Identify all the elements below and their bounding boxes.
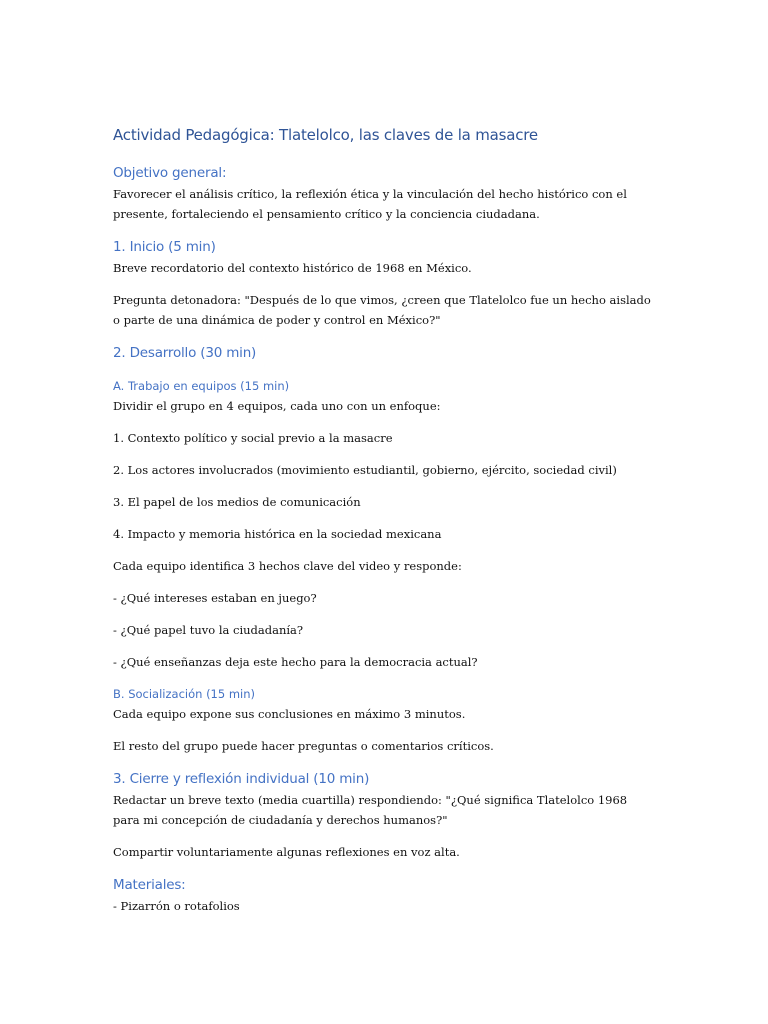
document-title: Actividad Pedagógica: Tlatelolco, las claves de la masacre (113, 126, 538, 144)
objetivo-text-line1: Favorecer el análisis crítico, la reflexión ética y la vinculación del hecho histórico con el (113, 187, 627, 201)
enfoque-item: 2. Los actores involucrados (movimiento estudiantil, gobierno, ejército, sociedad civil) (113, 463, 617, 477)
cierre-paragraph-line2: para mi concepción de ciudadanía y derechos humanos?" (113, 813, 448, 827)
cada-equipo-text: Cada equipo identifica 3 hechos clave del video y responde: (113, 559, 462, 573)
trabajo-equipos-intro: Dividir el grupo en 4 equipos, cada uno con un enfoque: (113, 399, 441, 413)
cierre-paragraph: Compartir voluntariamente algunas reflexiones en voz alta. (113, 845, 460, 859)
enfoque-item: 1. Contexto político y social previo a la masacre (113, 431, 393, 445)
cierre-heading: 3. Cierre y reflexión individual (10 min) (113, 771, 370, 787)
socializacion-paragraph: Cada equipo expone sus conclusiones en máximo 3 minutos. (113, 707, 466, 721)
question-item: - ¿Qué enseñanzas deja este hecho para la democracia actual? (113, 655, 478, 669)
socializacion-paragraph: El resto del grupo puede hacer preguntas o comentarios críticos. (113, 739, 494, 753)
desarrollo-heading: 2. Desarrollo (30 min) (113, 345, 257, 361)
cierre-paragraph-line1: Redactar un breve texto (media cuartilla) respondiendo: "¿Qué significa Tlatelolco 1968 (113, 793, 628, 807)
materiales-heading: Materiales: (113, 877, 186, 893)
socializacion-heading: B. Socialización (15 min) (113, 687, 256, 701)
inicio-heading: 1. Inicio (5 min) (113, 239, 216, 255)
objetivo-heading: Objetivo general: (113, 165, 227, 181)
question-item: - ¿Qué papel tuvo la ciudadanía? (113, 623, 304, 637)
pregunta-detonadora-line1: Pregunta detonadora: "Después de lo que vimos, ¿creen que Tlatelolco fue un hecho aislado (113, 293, 651, 307)
objetivo-text-line2: presente, fortaleciendo el pensamiento crítico y la conciencia ciudadana. (113, 207, 540, 221)
pregunta-detonadora-line2: o parte de una dinámica de poder y control en México?" (113, 313, 441, 327)
materiales-item: - Pizarrón o rotafolios (113, 899, 240, 913)
inicio-paragraph: Breve recordatorio del contexto histórico de 1968 en México. (113, 261, 472, 275)
document-page (113, 122, 673, 916)
enfoque-item: 3. El papel de los medios de comunicación (113, 495, 361, 509)
enfoque-item: 4. Impacto y memoria histórica en la sociedad mexicana (113, 527, 442, 541)
question-item: - ¿Qué intereses estaban en juego? (113, 591, 317, 605)
trabajo-equipos-heading: A. Trabajo en equipos (15 min) (113, 379, 290, 393)
